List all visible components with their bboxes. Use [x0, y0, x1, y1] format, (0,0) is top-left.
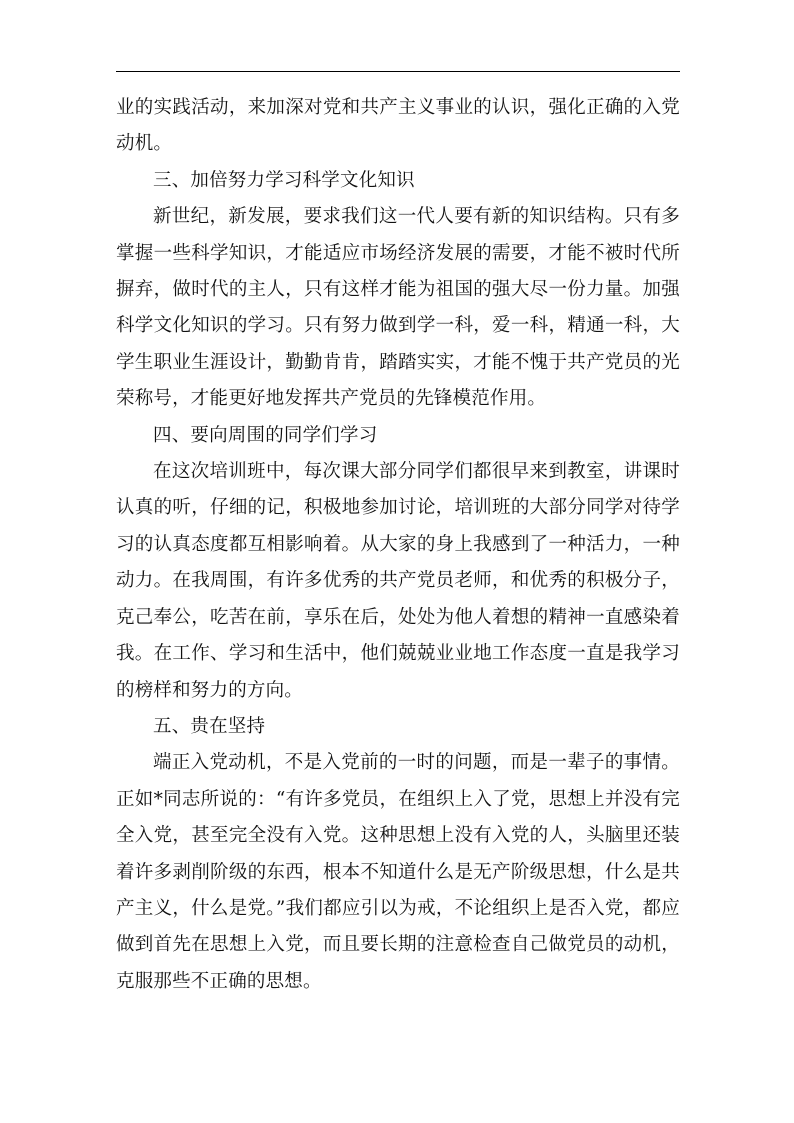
- continued-paragraph: 业的实践活动，来加深对党和共产主义事业的认识，强化正确的入党动机。: [116, 97, 680, 155]
- section-5-paragraph: 端正入党动机，不是入党前的一时的问题，而是一辈子的事情。正如*同志所说的：“有许多党员，在组织上入了党，思想上并没有完全入党，甚至完全没有入党。这种思想上没有入党的人，头脑里还装着许多剥削阶级的东西，根本不知道什么是无产阶级思想，什么是共产主义，什么是党。”我们都应引以为戒，不论组织上是否入党，都应做到首先在思想上入党，而且要长期的注意检查自己做党员的动机，克服那些不正确的思想。: [116, 752, 680, 992]
- header-rule: [116, 71, 680, 72]
- section-heading-4: 四、要向周围的同学们学习: [153, 424, 378, 446]
- section-4-paragraph: 在这次培训班中，每次课大部分同学们都很早来到教室，讲课时认真的听，仔细的记，积极地参加讨论，培训班的大部分同学对待学习的认真态度都互相影响着。从大家的身上我感到了一种活力，一种动力。在我周围，有许多优秀的共产党员老师，和优秀的积极分子，克己奉公，吃苦在前，享乐在后，处处为他人着想的精神一直感染着我。在工作、学习和生活中，他们兢兢业业地工作态度一直是我学习的榜样和努力的方向。: [116, 461, 680, 701]
- section-heading-3: 三、加倍努力学习科学文化知识: [153, 169, 415, 191]
- document-body: [116, 90, 680, 1000]
- section-3-paragraph: 新世纪，新发展，要求我们这一代人要有新的知识结构。只有多掌握一些科学知识，才能适应市场经济发展的需要，才能不被时代所摒弃，做时代的主人，只有这样才能为祖国的强大尽一份力量。加强科学文化知识的学习。只有努力做到学一科，爱一科，精通一科，大学生职业生涯设计，勤勤肯肯，踏踏实实，才能不愧于共产党员的光荣称号，才能更好地发挥共产党员的先锋模范作用。: [116, 206, 680, 410]
- section-heading-5: 五、贵在坚持: [153, 715, 266, 737]
